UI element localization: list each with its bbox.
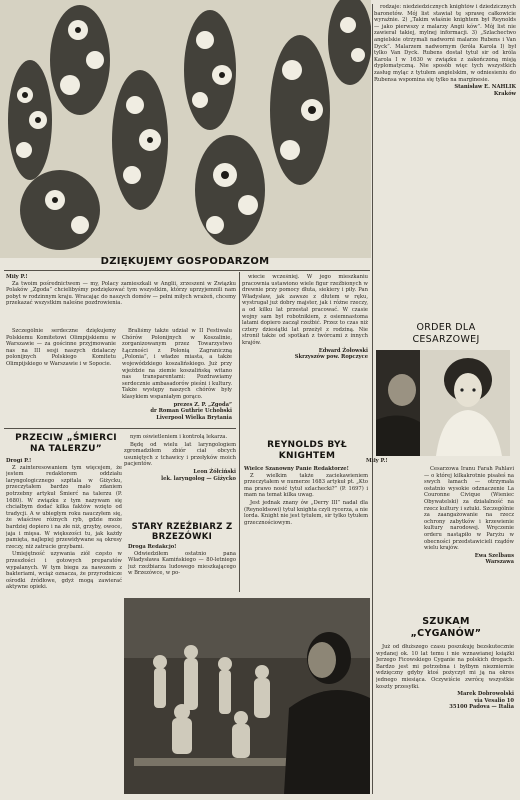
reynolds-body1: wiecie wcześniej. W jego mieszkaniu pracownia ustawiono wiele figur rzeźbionych w drewnie przy pomocy dłuta, siekiery i piły. Pan Władysław, jak zawsze z dłutem w ręku, wystrugał już dobry majster, jak i różne rzeczy, a od kilku lat przestał pracować. W czasie wojny sam był robotnikiem, z osiemnastoma latami dopiero zaczął rzeźbić. Przez to czas niż cztery dziesiątki lat przeżył z rodziną. Nie stronił także od spotkań z twórcami z innych krajów.: [242, 274, 368, 346]
przeciw-body3: nym oświetleniem i kontrolą lekarza.: [130, 434, 228, 440]
right-body: rodzaje: niedziedzicznych knightów i dziedzicznych baronetów. Mój list stawiał tę sprawę całkowicie wyraźnie. 2) „Takim właśnie knightem był Reynolds — jako pierwszy z malarzy Angii ków”. Mój list nie zawierał takiej, mylnej informacji. 3) „Szlachectwo angielskie otrzymali nadworni malarze Rubens i Van Dyck”. Malarzem nadwornym (króla Karola I) był tylko Van Dyck. Rubens dostał tytuł sir od króla Karola I w 1630 w związku z zakończoną misją dyplomatyczną. Nie sposób więc tych wszystkich zasług myląc z tytułem angielskim, w odniesieniu do Rubensa wspomina się tylko na marginesie.: [374, 4, 516, 83]
reynolds-sign1: Edward Żołowski: [318, 347, 368, 354]
przeciw-col2: [124, 434, 236, 518]
szukam-col: [376, 644, 514, 798]
right-column-text: [374, 4, 516, 334]
reynolds-greeting: Wielce Szanowny Panie Redaktorze!: [244, 466, 349, 472]
right-place: Kraków: [493, 90, 516, 97]
szukam-sign2: via Vesalio 10: [474, 697, 514, 704]
reynolds-sign2: Skrzyszów pow. Ropczyce: [294, 354, 368, 361]
divider: [4, 428, 236, 429]
order-body: Cesarzowa Iranu Farah Pahlavi — o której kilkakrotnie pisałeś na swych łamach — otrzymała ostatnio wysokie odznaczenie La Couronne Civique (Wieniec Obywatelski) za działalność na rzecz kultury i sztuki. Szczególnie za zaangażowanie na rzecz ochrony zabytków i krzewienie kultury narodowej. Wręczenie orderu nastąpiło w Paryżu w obecności przedstawicieli rządów wielu krajów.: [424, 466, 514, 552]
szukam-title: SZUKAM „CYGANÓW”: [410, 616, 482, 639]
flowers-illustration: [0, 0, 371, 258]
przeciw-body4: Będę od wielu lat laryngologiem zgromadziłem zbiór ciał obcych usuniętych z tchawicy i przełyków moich pacjentów.: [124, 441, 236, 468]
dziekujemy-para1: Za twoim pośrednictwem — my, Polacy zamieszkali w Anglii, zrzeszeni w Związku Polaków „Zgoda” chcielibyśmy podziękować tym wszystkim, którzy uprzyjemnili nam pobyt w rodzinnym kraju. Wracając do naszych domów — pełni miłych wrażeń, chcemy przekazać wszystkim naleśne pozdrowienia.: [6, 280, 236, 307]
przeciw-body1: Z zainteresowaniem tym więcejem, że jestem redaktorem oddziału laryngologicznego szpitala w Giżycku, przeczytałem bardzo mało zdaniem potrzebny artykuł Śmierć na talerzu (P. 1680). W związku z tym nazywam się chciałbym dodać kilka faktów wzięto od tradycji. A w ubiegłym roku nauczyłem się, że właściwe różnych ryb, gdzie może bardziej dopiero i na złe niż, grzyby, owoce, jaja i mięsa. W większości tu, jak każdy pamięta, najlepiej przewidywane są okresy rzeczy, niż zatrucie grzybami.: [6, 464, 122, 550]
right-signature: Stanisław E. NAHLIK: [454, 84, 516, 91]
order-body-col: [424, 466, 514, 612]
dziekujemy-sign1: prezes Z. P. „Zgoda”: [173, 401, 232, 408]
reynolds-body3: Jest jednak znany ów „Derry III” nadał dla (Reynoldsowi) tytuł knighta czyli rycerza, a nie lorda. Knight nie jest tytułem, sir tylko tytułem grzecznościowym.: [244, 499, 368, 526]
starr-body: Odwiedziłem ostatnio pana Władysława Kamińskiego — 80-letniego już rzeźbiarza ludowego mieszkającego w Brzezówce, w po-: [128, 550, 236, 577]
dziekujemy-title: DZIĘKUJEMY GOSPODARZOM: [100, 256, 270, 267]
empress-portrait: [376, 350, 510, 456]
starr-col: [128, 544, 236, 596]
dziekujemy-col3: [122, 328, 232, 424]
order-greeting: Mily P.!: [366, 458, 388, 464]
dziekujemy-sign3: Liverpool Wielka Brytania: [156, 414, 232, 421]
divider: [239, 272, 240, 592]
dziekujemy-greeting: Mily P.!: [6, 274, 28, 280]
reynolds-col: [244, 466, 368, 594]
starr-title: STARY RZEŹBIARZ Z BRZEZÓWKI: [131, 522, 233, 542]
starr-greeting: Droga Redakcjo!: [128, 544, 177, 550]
przeciw-body2: Umiejętność uzywania ziół często w przeszłości i gotowych preparatów wypalanych. W tym biegu za nawozem z bakteriami, wciąż oznacza, że przyrodnicze ośrodki źródłowe, gdyż mogą zawierać aktywne opieki.: [6, 551, 122, 591]
divider: [372, 4, 373, 794]
przeciw-title: PRZECIW „ŚMIERCI NA TALERZU”: [15, 433, 117, 454]
order-place: Warszawa: [485, 559, 514, 566]
szukam-body: Już od dłuższego czasu poszukuję bezskutecznie wydanej ok. 10 lat temu i nie wznawianej książki Jerzego Ficowskiego Cyganie na polskich drogach. Bardzo jest mi potrzebna i byłbym niezmiernie wdzięczny gdyby ktoś pożyczył mi ją na okres jednego miesiąca. Oczywiście zwrócę wszystkie koszty przesyłki.: [376, 644, 514, 690]
divider: [4, 270, 370, 271]
reynolds-body2: Z wielkim także zaciekawieniem przeczytałem w numerze 1683 artykuł pt. „Kto ma prawo nosić tytuł szlachecki?” (P. 1697) i mam na temat kilka uwag.: [244, 472, 368, 499]
order-sign: Ewa Szelbaus: [474, 552, 514, 559]
szukam-sign3: 35100 Padova — Italia: [449, 704, 514, 711]
sculptures-photo: [124, 598, 370, 794]
szukam-sign1: Marek Dobrowolski: [457, 691, 514, 698]
dziekujemy-para2: Szczególnie serdeczne dziękujemy Polskiemu Komitetowi Olimpijskiemu w Warszawie — za gościnne przyjmowanie nas na III sesji naszych działaczy polonijnych Polskiego Komitetu Olimpijskiego w Warszawie i w Sopocie.: [6, 328, 116, 367]
dziekujemy-para3: Braliśmy także udział w II Festiwalu Chórów Polonijnych w Koszalinie, zorganizowanym przez Towarzystwo Łączności z Polonią Zagraniczną „Polonia”, i władze miasta, a także wojewódzkiego koszalińskiego. Już przy wjeździe na ziemie koszalińską witano nas transparentami: Pozdrawiamy serdecznie ambasadorów pieśni i kultury. Także występy naszych chórów były klasykiem wspaniałym gorąco.: [122, 328, 232, 400]
przeciw-col1: [6, 458, 122, 798]
dziekujemy-col2: [6, 328, 116, 424]
przeciw-sign-name: Leon Żółciński: [193, 468, 236, 475]
przeciw-greeting: Drogi P.!: [6, 458, 32, 464]
order-title: ORDER DLA CESARZOWEJ: [412, 322, 480, 345]
starr-continued: [242, 274, 368, 432]
reynolds-title: REYNOLDS BYŁ KNIGHTEM: [267, 440, 347, 461]
dziekujemy-sign2: dr Roman Guthrie Uchobski: [150, 408, 232, 415]
przeciw-sign-place: lek. laryngolog — Giżycko: [161, 475, 236, 482]
